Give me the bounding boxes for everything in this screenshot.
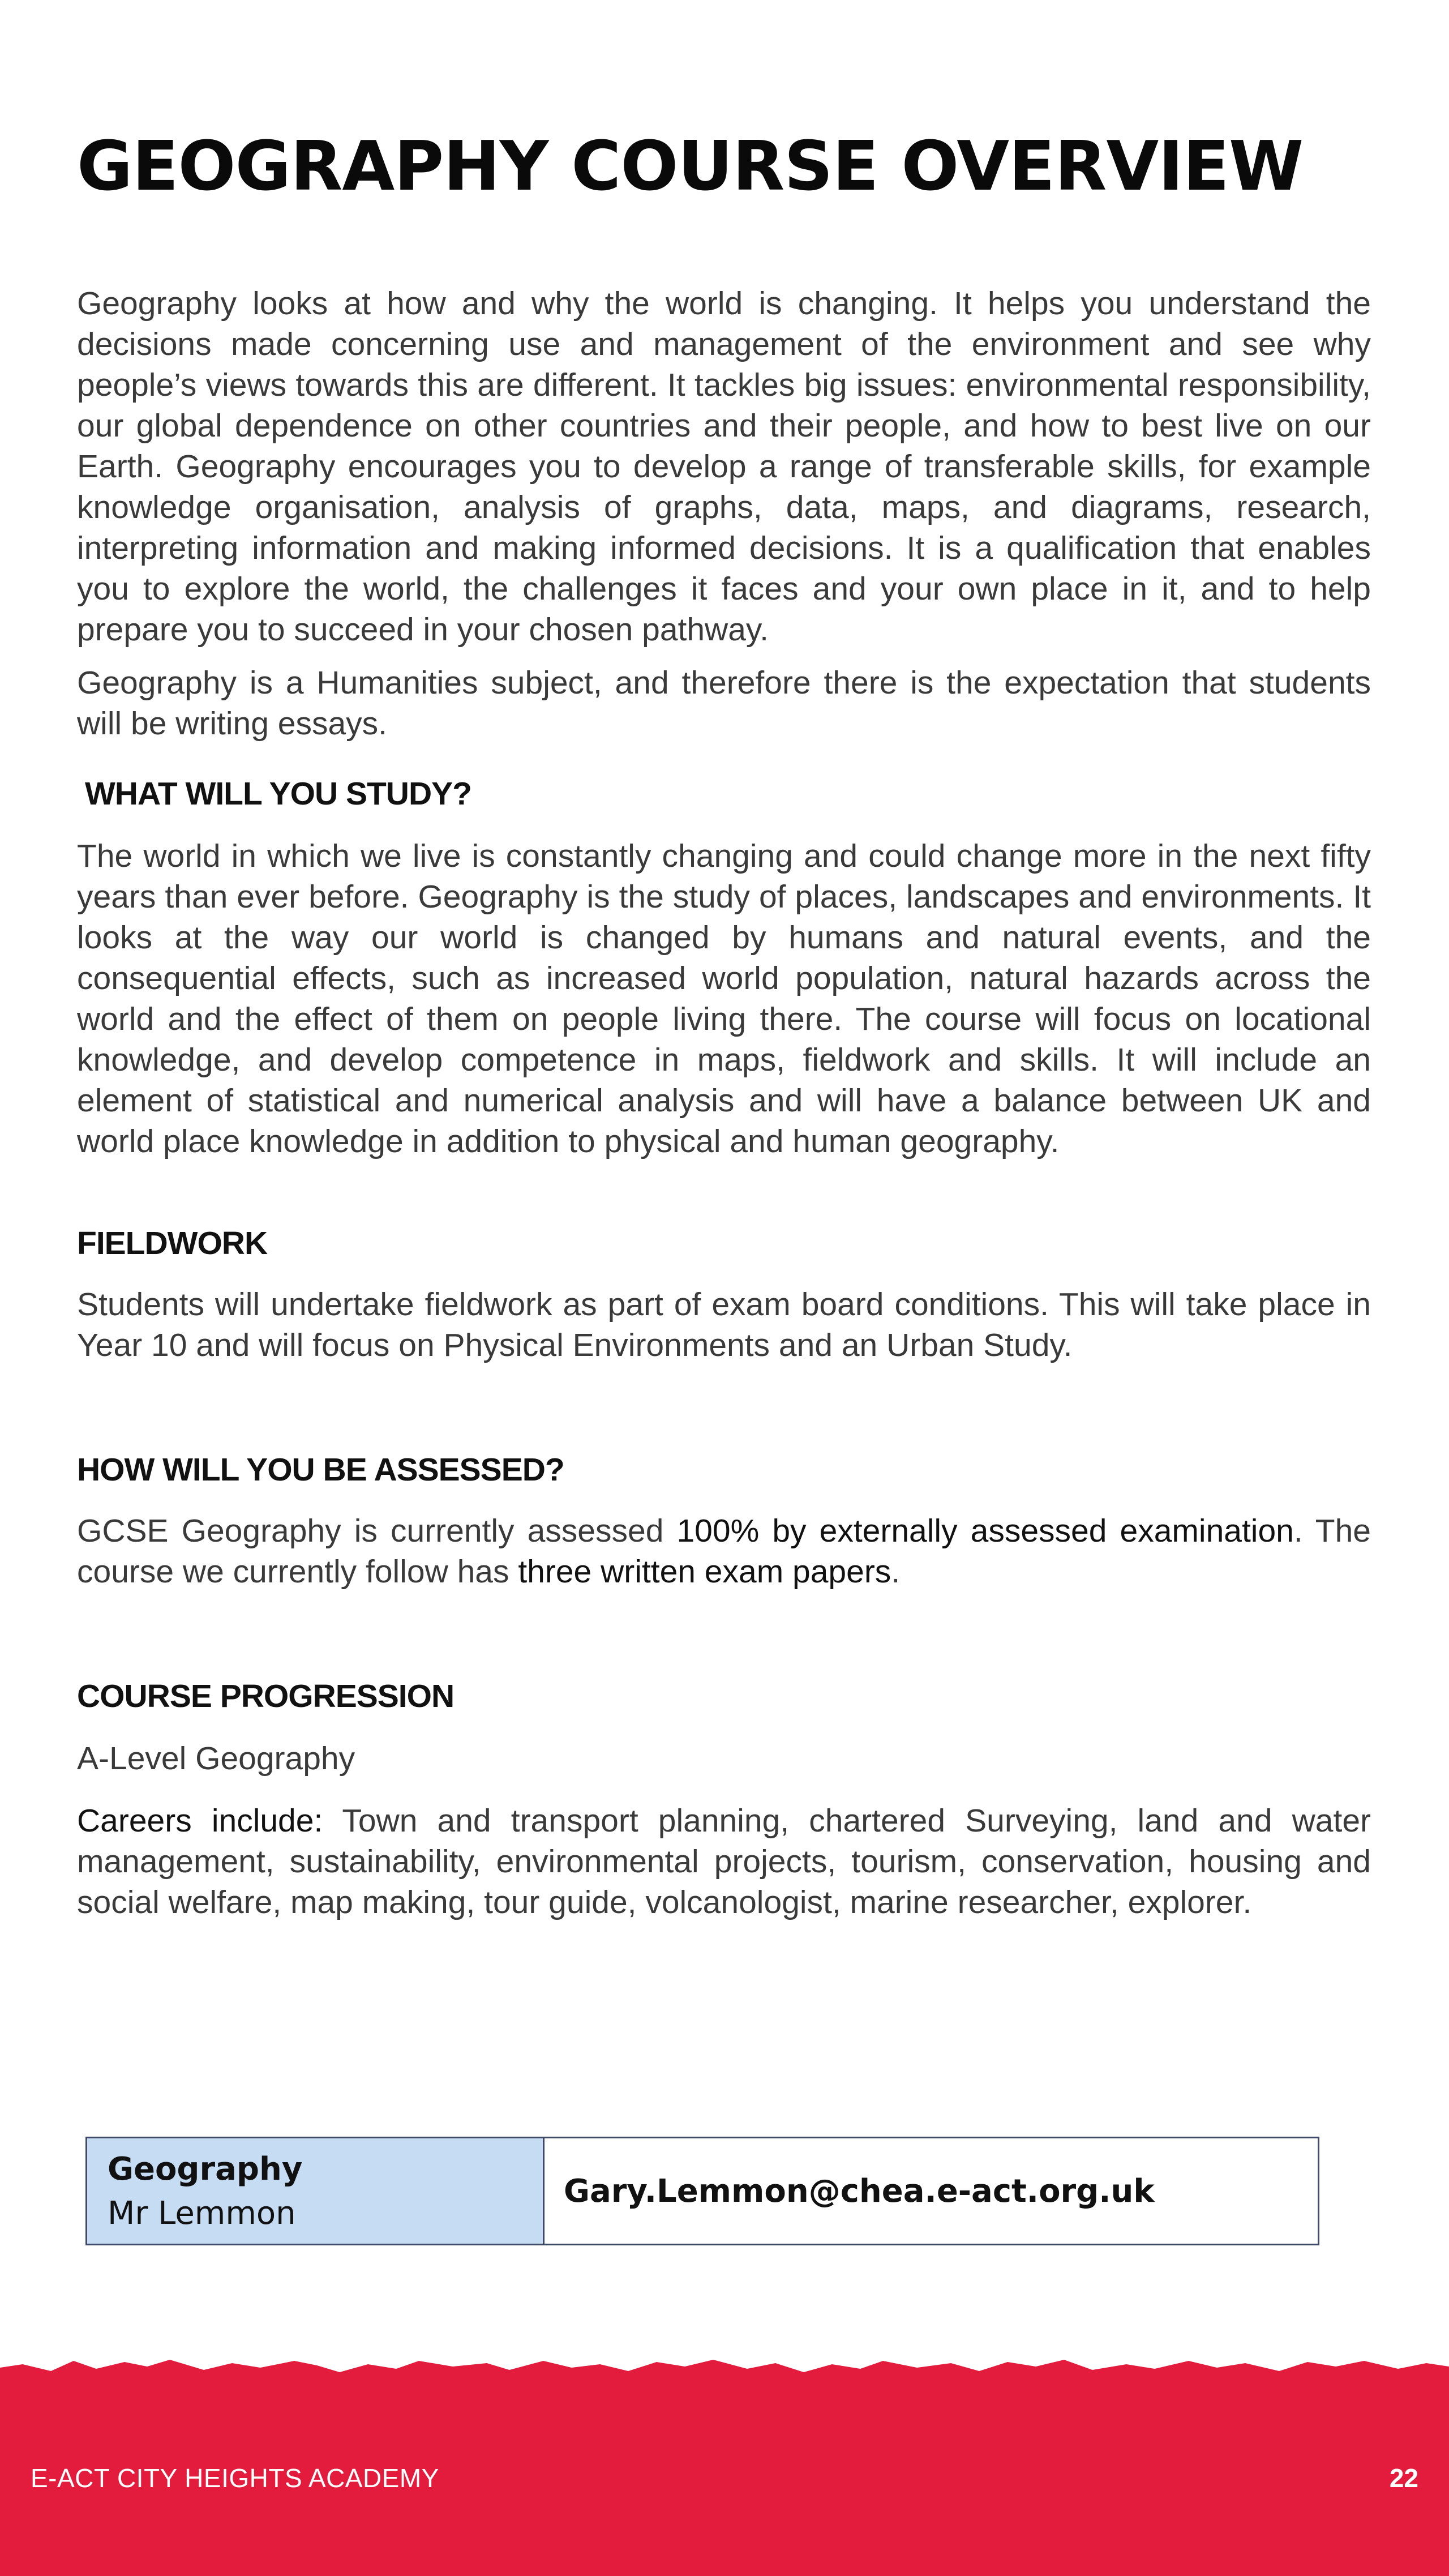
study-paragraph: The world in which we live is constantly changing and could change more in the next fifty years than ever before. Geography is the study of places, landscapes and environments. It looks at the way our world is changed by humans and natural events, and the consequential effects, such as increased world population, natural hazards across the world and the effect of them on people living there. The course will focus on locational knowledge, and develop competence in maps, fieldwork and skills. It will include an element of statistical and numerical analysis and will have a balance between UK and world place knowledge in addition to physical and human geography. [77,838,1371,1159]
assessment-paragraph [77,1510,1371,1592]
footer-school-name: E-ACT CITY HEIGHTS ACADEMY [31,2463,439,2493]
progression-heading: COURSE PROGRESSION [77,1678,455,1714]
footer-page-number: 22 [1389,2463,1418,2493]
assessment-section [77,1449,1371,1592]
intro-section [77,283,1371,744]
fieldwork-section [77,1223,1371,1366]
contact-table [85,2137,1319,2245]
study-heading: WHAT WILL YOU STUDY? [85,776,471,812]
study-section [77,773,1371,1162]
contact-teacher: Mr Lemmon [108,2195,296,2232]
progression-section [77,1676,1371,1923]
fieldwork-paragraph: Students will undertake fieldwork as part of exam board conditions. This will take place in Year 10 and will focus on Physical Environments and an Urban Study. [77,1286,1371,1363]
careers-text: Town and transport planning, chartered Surveying, land and water management, sustainability, environmental projects, tourism, conservation, housing and social welfare, map making, tour guide, volcanologist, marine researcher, explorer. [77,1803,1371,1920]
intro-paragraph-1: Geography looks at how and why the world is changing. It helps you understand the decisions made concerning use and management of the environment and see why people’s views towards this are different. It tackles big issues: environmental responsibility, our global dependence on other countries and their people, and how to best live on our Earth. Geography encourages you to develop a range of transferable skills, for example knowledge organisation, analysis of graphs, data, maps, and diagrams, research, interpreting information and making informed decisions. It is a qualification that enables you to explore the world, the challenges it faces and your own place in it, and to help prepare you to succeed in your chosen pathway. [77,285,1371,648]
progression-next-course: A-Level Geography [77,1740,355,1777]
contact-subject-cell [87,2138,545,2244]
assessment-emphasis-exam: 100% by externally assessed examination [676,1513,1294,1549]
fieldwork-heading: FIELDWORK [77,1225,268,1261]
assessment-emphasis-papers: three written exam papers [518,1554,891,1590]
contact-email-link[interactable]: Gary.Lemmon@chea.e-act.org.uk [564,2172,1155,2210]
assessment-text-after: . [891,1554,901,1590]
assessment-text-middle: . The course we currently follow has [77,1513,1371,1590]
assessment-heading: HOW WILL YOU BE ASSESSED? [77,1452,564,1488]
page-title: GEOGRAPHY COURSE OVERVIEW [77,127,1304,206]
contact-subject: Geography [108,2151,303,2188]
contact-email-cell [545,2138,1318,2244]
footer-torn-band [0,2344,1449,2576]
assessment-text-before: GCSE Geography is currently assessed [77,1513,677,1549]
careers-paragraph [77,1800,1371,1923]
careers-label: Careers include: [77,1803,323,1839]
intro-paragraph-2: Geography is a Humanities subject, and therefore there is the expectation that students will be writing essays. [77,665,1371,742]
